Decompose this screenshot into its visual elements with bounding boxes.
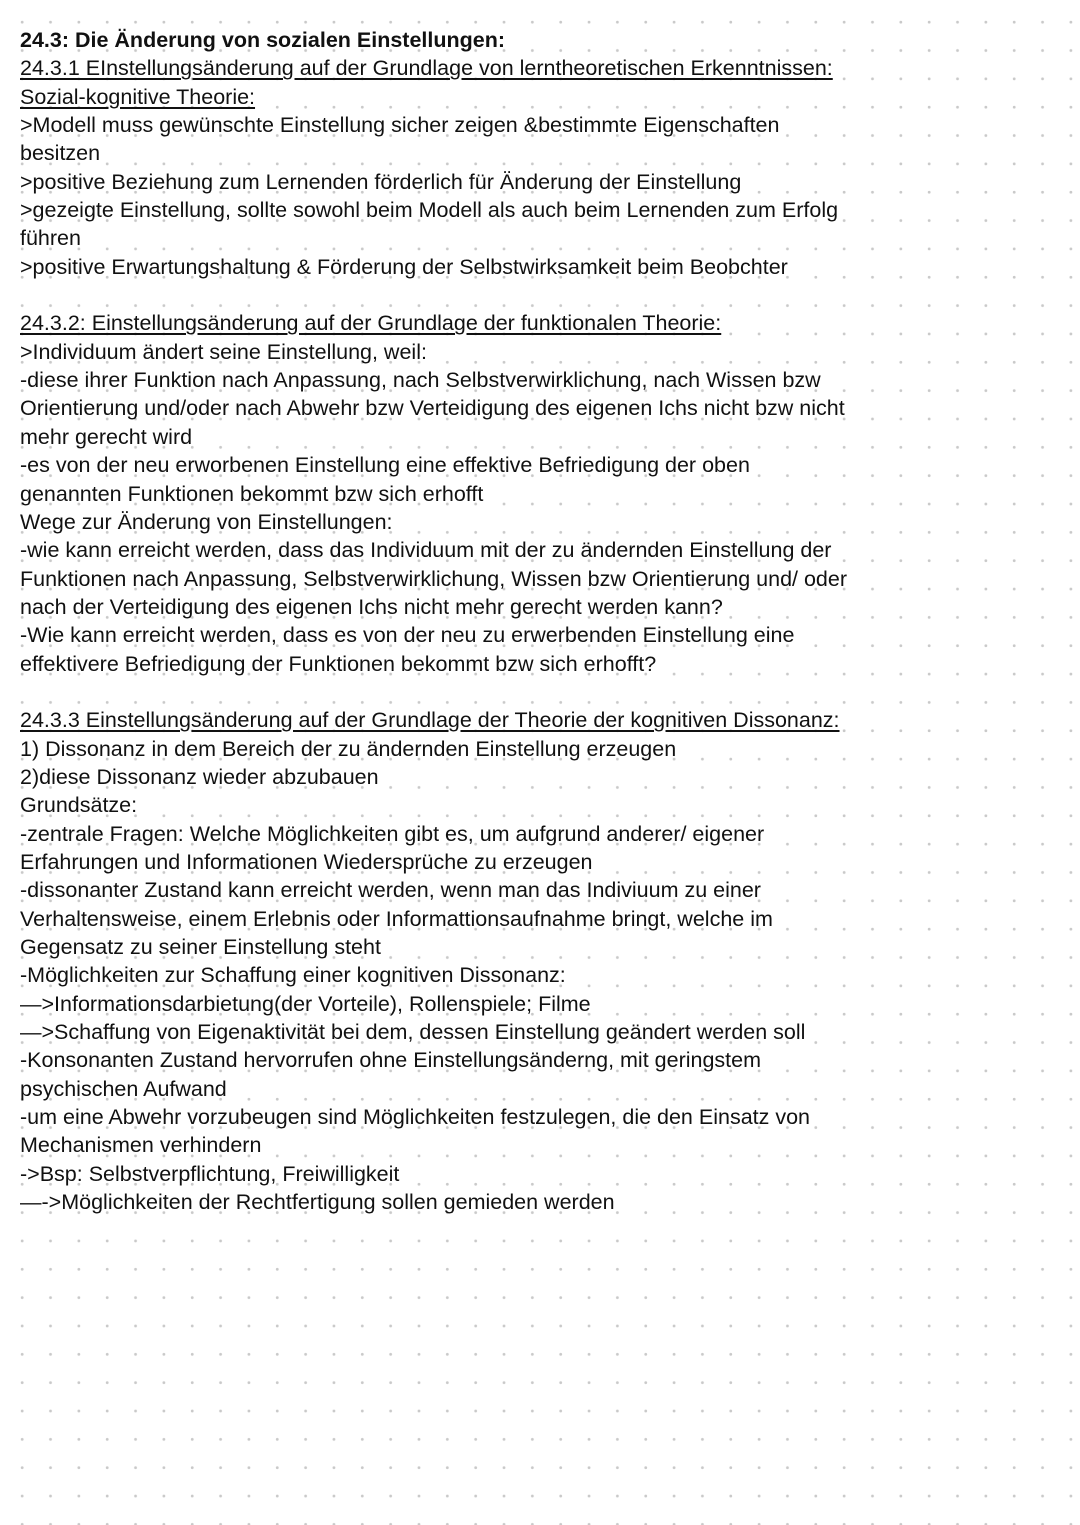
text-line: effektivere Befriedigung der Funktionen bekommt bzw sich erhofft? [20,651,657,676]
section-lerntheoretisch [20,54,1060,281]
text-line: —->Möglichkeiten der Rechtfertigung sollen gemieden werden [20,1190,615,1215]
text-line: ->Bsp: Selbstverpflichtung, Freiwilligkeit [20,1161,400,1186]
text-line: psychischen Aufwand [20,1076,227,1101]
text-line: >Individuum ändert seine Einstellung, weil: [20,339,427,364]
text-line: >positive Beziehung zum Lernenden förderlich für Änderung der Einstellung [20,169,742,194]
text-line: -zentrale Fragen: Welche Möglichkeiten gibt es, um aufgrund anderer/ eigener [20,821,765,846]
text-line: -wie kann erreicht werden, dass das Individuum mit der zu ändernden Einstellung der [20,538,832,563]
text-line: Funktionen nach Anpassung, Selbstverwirklichung, Wissen bzw Orientierung und/ oder [20,566,848,591]
section-funktional [20,309,1060,677]
text-line: besitzen [20,141,101,166]
text-line: -Wie kann erreicht werden, dass es von der neu zu erwerbenden Einstellung eine [20,623,795,648]
text-line: >gezeigte Einstellung, sollte sowohl beim Modell als auch beim Lernenden zum Erfolg [20,198,839,223]
text-line: nach der Verteidigung des eigenen Ichs nicht mehr gerecht werden kann? [20,594,723,619]
text-line: —>Schaffung von Eigenaktivität bei dem, dessen Einstellung geändert werden soll [20,1020,806,1045]
text-line: -dissonanter Zustand kann erreicht werden, wenn man das Indiviuum zu einer [20,878,761,903]
section-kognitive-dissonanz [20,706,1060,1216]
text-line: Wege zur Änderung von Einstellungen: [20,509,393,534]
section-heading: 24.3.1 EInstellungsänderung auf der Grundlage von lerntheoretischen Erkenntnissen: [20,56,833,81]
blank-line [20,678,1060,706]
page-title: 24.3: Die Änderung von sozialen Einstellungen: [20,28,506,52]
section-heading: 24.3.2: Einstellungsänderung auf der Grundlage der funktionalen Theorie: [20,311,722,336]
text-line: -Möglichkeiten zur Schaffung einer kognitiven Dissonanz: [20,963,566,988]
text-line: Erfahrungen und Informationen Wiedersprüche zu erzeugen [20,849,593,874]
text-line: mehr gerecht wird [20,424,193,449]
text-line: genannten Funktionen bekommt bzw sich erhofft [20,481,484,506]
text-line: Mechanismen verhindern [20,1133,262,1158]
text-line: Verhaltensweise, einem Erlebnis oder Informattionsaufnahme bringt, welche im [20,906,773,931]
section-heading: 24.3.3 Einstellungsänderung auf der Grundlage der Theorie der kognitiven Dissonanz: [20,708,840,733]
text-line: Orientierung und/oder nach Abwehr bzw Verteidigung des eigenen Ichs nicht bzw nicht [20,396,845,421]
text-line: -um eine Abwehr vorzubeugen sind Möglichkeiten festzulegen, die den Einsatz von [20,1105,811,1130]
section-subheading: Sozial-kognitive Theorie: [20,84,256,109]
text-line: >positive Erwartungshaltung & Förderung der Selbstwirksamkeit beim Beobchter [20,254,788,279]
text-line: Gegensatz zu seiner Einstellung steht [20,935,381,959]
text-line: -diese ihrer Funktion nach Anpassung, nach Selbstverwirklichung, nach Wissen bzw [20,368,821,393]
blank-line [20,281,1060,309]
text-line: führen [20,226,81,251]
text-line: Grundsätze: [20,793,138,818]
text-line: 2)diese Dissonanz wieder abzubauen [20,764,379,789]
text-line: 1) Dissonanz in dem Bereich der zu ändernden Einstellung erzeugen [20,736,677,761]
text-line: —>Informationsdarbietung(der Vorteile), Rollenspiele; Filme [20,991,591,1016]
text-line: -Konsonanten Zustand hervorrufen ohne Einstellungsänderng, mit geringstem [20,1048,762,1073]
text-line: >Modell muss gewünschte Einstellung sicher zeigen &bestimmte Eigenschaften [20,113,780,138]
note-page [20,26,1060,1216]
text-line: -es von der neu erworbenen Einstellung eine effektive Befriedigung der oben [20,453,750,478]
